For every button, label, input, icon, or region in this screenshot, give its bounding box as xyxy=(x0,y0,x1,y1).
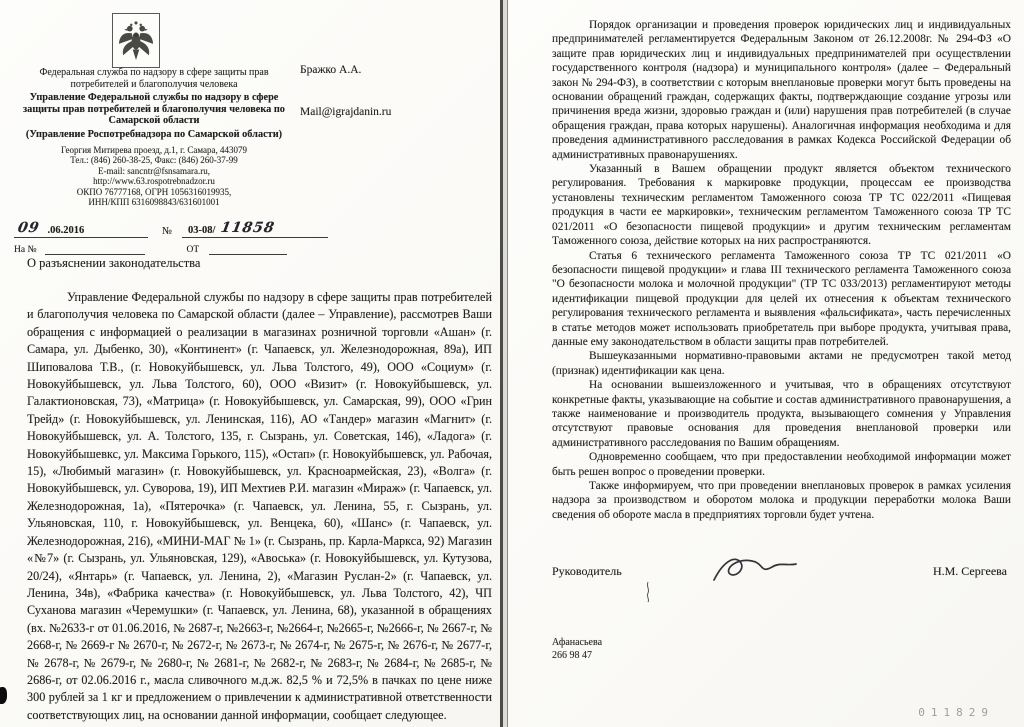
letter-subject: О разъяснении законодательства xyxy=(27,256,201,270)
signature-block xyxy=(552,552,1011,590)
addressee-email: Mail@igrajdanin.ru xyxy=(300,106,392,118)
scan-ink-artifact xyxy=(0,687,7,704)
org-short-name: (Управление Роспотребнадзора по Самарской области) xyxy=(25,128,283,140)
signer-name: Н.М. Сергеева xyxy=(932,563,1007,578)
ot-label: ОТ xyxy=(186,245,200,255)
org-contact-block xyxy=(18,145,290,207)
executor-name: Афанасьева xyxy=(552,637,603,649)
letter-paragraph: Порядок организации и проведения проверок юридических лиц и индивидуальных предпринимателей регламентируется Федеральным Законом от 26.12.2008г. № 294-ФЗ «О защите прав юридических лиц и индивидуальных предпринимателей при осуществлении государственного контроля (надзора) и муниципального контроля» (далее – Федеральный закон № 294-ФЗ), в соответствии с которым внеплановые проверки могут быть проведены на основании обращений граждан, содержащих факты, подтверждающие создание угрозы или причинения вреда жизни, здоровью граждан и (или) нарушения прав потребителей (в случае обращения граждан, права которых нарушены). Аналогичная информация необходима и для проведения административного расследования в рамках Кодекса Российской Федерации об административных правонарушениях. xyxy=(552,19,1011,161)
addressee-block xyxy=(300,64,391,118)
org-service-name: Федеральная служба по надзору в сфере защиты прав потребителей и благополучия человека xyxy=(39,67,269,90)
org-website: http://www.63.rospotrebnadzor.ru xyxy=(93,176,215,187)
outgoing-ref-line xyxy=(14,220,328,238)
letter-paragraph: Одновременно сообщаем, что при предоставлении необходимой информации может быть решен вопрос о проведении проверки. xyxy=(552,451,1011,478)
org-email: E-mail: sancntr@fsnsamara.ru, xyxy=(98,165,210,176)
letter-body-page1: Управление Федеральной службы по надзору в сфере защиты прав потребителей и благополучия человека по Самарской области (далее – Управление), рассмотрев Ваши обращения с информацией о реализации в магазинах розничной торговли «Ашан» (г. Самара, ул. Дыбенко, 30), «Континент» (г. Чапаевск, ул. Железнодорожная, 89а), ИП Шиповалова Т.В., (г. Новокуйбышевск, ул. Льва Толстого, 49), ООО «Социум» (г. Новокуйбышевск, ул. Льва Толстого, 60), ООО «Визит» (г. Новокуйбышевск, ул. Галактионовская, 73), «Матрица» (г. Новокуйбышевск, ул. Самарская, 99), ООО «Грин Трейд» (г. Новокуйбышевск, ул. Ленинская, 116), АО «Тандер» магазин «Магнит» (г. Новокуйбышевск, ул. А. Толстого, 135, г. Сызрань, ул. Советская, 146), «Ладога» (г. Новокуйбышевкс, ул. Максима Горького, 115), «Остап» (г. Новокуйбышевск, ул. Рабочая, 15), «Любимый магазин» (г. Новокуйбышевск, ул. Красноармейская, 23), «Волга» (г. Новокуйбышевск, ул. Суворова, 19), ИП Мехтиев Р.И. магазин «Мираж» (г. Чапаевск, ул. Железнодорожная, 1а), «Пятерочка» (г. Чапаевск, ул. Ленина, 55, г. Сызрань, ул. Ульяновская, 110, г. Новокуйбышевск, ул. Венцека, 60), «Шанс» (г. Чапаевск, ул. Железнодорожная, 216), «МИНИ-МАГ № 1» (г. Сызрань, пр. Карла-Маркса, 92) Магазин «№7» (г. Сызрань, ул. Ульяновская, 129), «Авоська» (г. Новокуйбышевск, ул. Кутузова, 20/24), «Янтарь» (г. Чапаевск, ул. Ленина, 2), «Магазин Руслан-2» (г. Чапаевск, ул. Ленина, 34в), «Фабрика качества» (г. Новокуйбышевск, ул. Льва Толстого, 42), ЧП Суханова магазин «Черемушки» (г. Чапаевск, ул. Ленина, 68), указанной в обращениях (вх. №2633-г от 01.06.2016, № 2687-г, №2663-г, №2664-г, №2665-г, №2666-г, № 2667-г, № 2668-г, № 2669-г № 2670-г, № 2672-г, № 2673-г, № 2674-г, № 2675-г, № 2676-г, № 2677-г, № 2678-г, № 2679-г, № 2680-г, № 2681-г, № 2682-г, № 2683-г, № 2684-г, № 2685-г, № 2686-г, от 02.06.2016 г., масла сливочного м.д.ж. 82,5 % и 72,5% в пачках по цене ниже 300 рублей за 1 кг и предложением о привлечении к административной ответственности соответствующих лиц, на основании данной информации, сообщает следующее. xyxy=(27,290,492,722)
na-no-label: На № xyxy=(14,245,37,255)
signer-title: Руководитель xyxy=(552,563,622,578)
executor-phone: 266 98 47 xyxy=(552,650,592,662)
letter-paragraph: На основании вышеизложенного и учитывая, что в обращениях отсутствуют конкретные факты, указывающие на событие и состав административного правонарушения, а также наименование и производитель продукта, вызывающего сомнения у Управления отсутствуют правовые основания для проведения внеплановой проверки или административного расследования по Вашим обращениям. xyxy=(552,379,1011,449)
org-phone: Тел.: (846) 260-38-25, Факс: (846) 260-37-99 xyxy=(70,155,238,166)
blank-line xyxy=(45,243,145,255)
sender-org-block xyxy=(18,67,290,207)
russia-coat-of-arms-icon xyxy=(112,13,160,68)
letter-page-2 xyxy=(508,0,1024,727)
org-inn-kpp: ИНН/КПП 6316098843/631601001 xyxy=(88,197,220,208)
org-okpo-ogrn: ОКПО 76777168, ОГРН 1056316019935, xyxy=(76,186,232,197)
blank-line xyxy=(209,243,287,255)
letter-paragraph: Вышеуказанными нормативно-правовыми актами не предусмотрен такой метод (признак) идентификации как цена. xyxy=(552,350,1011,377)
handwritten-ref-number: 11858 xyxy=(220,220,277,236)
printed-date: .06.2016 xyxy=(47,225,85,236)
incoming-ref-line xyxy=(14,243,287,255)
printed-ref-number: 03-08/ xyxy=(188,225,216,236)
signature-icon xyxy=(710,552,820,590)
org-address: Георгия Митирева проезд, д.1, г. Самара, 443079 xyxy=(61,145,247,155)
letter-page-1 xyxy=(0,0,503,727)
handwritten-day: 09 xyxy=(16,220,41,236)
executor-block xyxy=(552,636,1011,662)
letter-paragraph: Статья 6 технического регламента Таможенного союза ТР ТС 021/2011 «О безопасности пищевой продукции» и глава III технического регламента Таможенного союза "О безопасности молока и молочной продукции" (ТР ТС 033/2013) регламентируют методы идентификации пищевой продукции для целей их отнесения к объектам технического регулирования технического регламента и выявления «фальсификата», часть перечисленных в статье методов может использовать приобретатель при выборе продукта, учитывая права, данные ему законодательством в области защиты прав потребителей. xyxy=(552,249,1011,348)
stray-pen-mark xyxy=(643,580,653,609)
letter-paragraph: Также информируем, что при проведении внеплановых проверок в рамках усиления надзора за производством и оборотом молока и продукции переработки молока Ваши сведения об обороте масла в предприятиях торговли будет учтена. xyxy=(552,480,1011,521)
registration-stamp-number: 011829 xyxy=(918,706,994,719)
letter-paragraph: Указанный в Вашем обращении продукт является объектом технического регулирования. Требования к маркировке продукции, процессам ее производства установлены техническим регламентом Таможенного союза ТР ТС 022/2011 «Пищевая продукция в части ее маркировки», техническим регламентом Таможенного союза ТР ТС 021/2011 «О безопасности пищевой продукции» и другим техническим регламентам Таможенного союза, действие которых на них распространяются. xyxy=(552,163,1011,248)
org-department-name: Управление Федеральной службы по надзору в сфере защиты прав потребителей и благополучия человека по Самарской области xyxy=(23,92,285,126)
addressee-name: Бражко А.А. xyxy=(300,64,362,76)
number-sign: № xyxy=(162,226,173,237)
